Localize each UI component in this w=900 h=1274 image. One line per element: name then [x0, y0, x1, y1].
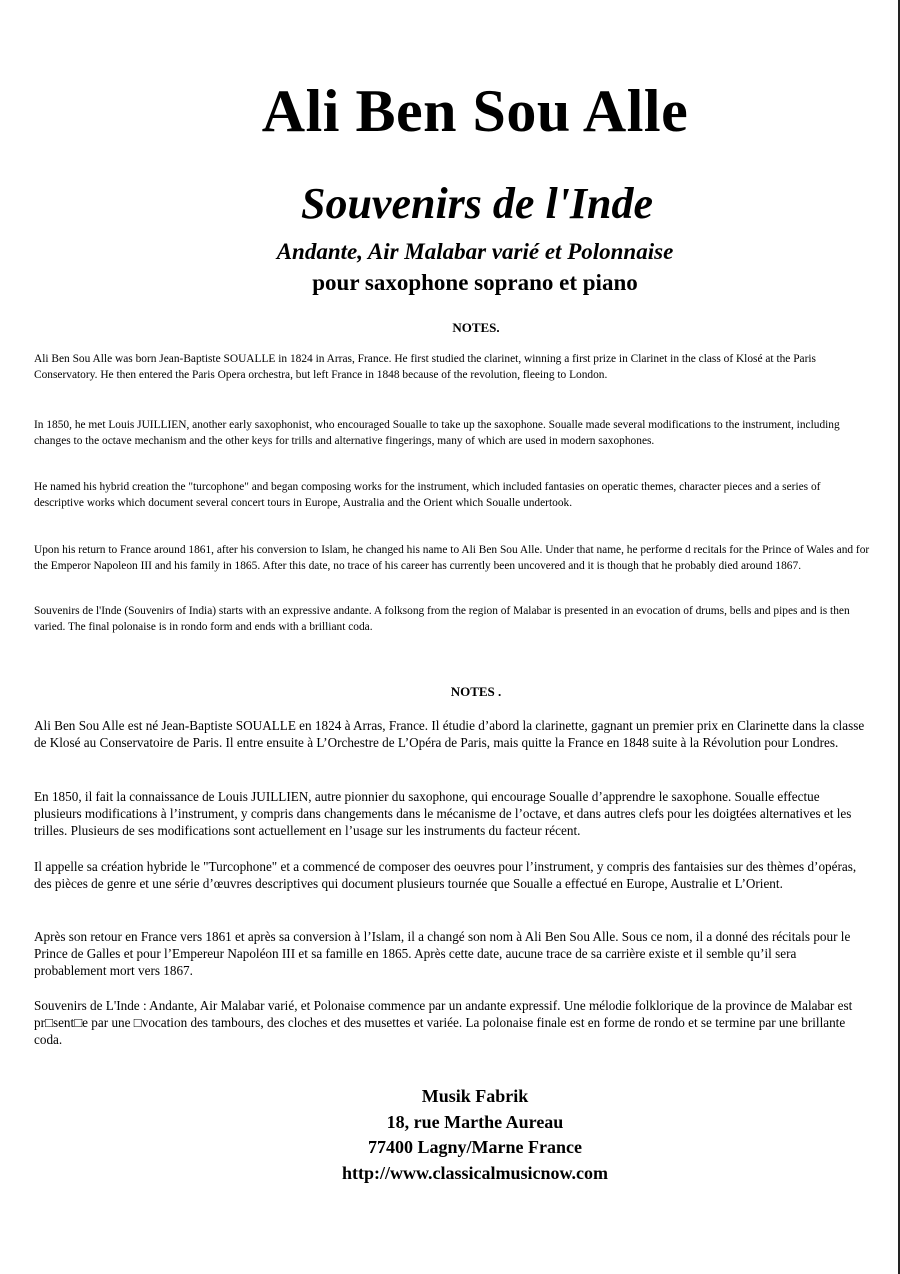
paragraph-text: Après son retour en France vers 1861 et après sa conversion à l’Islam, il a changé son nom à Ali Ben Sou Alle. Sous ce nom, il a donné des récitals pour le Prince de Galles et pour l’Empereur Napoléon III et sa famille en 1865. Après cette date, aucune trace de sa carrière existe et il semble qu’il sera probablement mort vers 1867.	[34, 929, 851, 979]
english-notes-heading: NOTES.	[452, 320, 500, 335]
publisher-website[interactable]: http://www.classicalmusicnow.com	[341, 1162, 608, 1183]
paragraph-text: Il appelle sa création hybride le "Turcophone" et a commencé de composer des oeuvres pour l’instrument, y compris des fantaisies sur des thèmes d’opéras, des pièces de genre et une série d’œuvres descriptives qui document plusieurs tournée que Soualle a effectué en Europe, Australie et L’Orient.	[34, 859, 857, 892]
french-paragraph	[34, 717, 870, 751]
paragraph-text: Souvenirs de l'Inde (Souvenirs of India) starts with an expressive andante. A folksong from the region of Malabar is presented in an evocation of drums, bells and pipes and is then varied. The final polonaise is in rondo form and ends with a brilliant coda.	[34, 605, 850, 633]
composer-name: Ali Ben Sou Alle	[261, 78, 689, 144]
english-paragraph	[34, 418, 870, 449]
instrumentation: pour saxophone soprano et piano	[312, 270, 638, 295]
english-paragraph	[34, 480, 870, 511]
paragraph-text: Souvenirs de L'Inde : Andante, Air Malabar varié, et Polonaise commence par un andante expressif. Une mélodie folklorique de la province de Malabar est pr□sent□e par une □vocation des tambours, des cloches et des musettes et variée. La polonaise finale est en forme de rondo et se termine par une brillante coda.	[34, 998, 853, 1048]
french-paragraph	[34, 788, 870, 840]
publisher-name: Musik Fabrik	[421, 1086, 529, 1106]
work-subtitle: Andante, Air Malabar varié et Polonnaise	[276, 239, 674, 264]
paragraph-text: Ali Ben Sou Alle was born Jean-Baptiste SOUALLE in 1824 in Arras, France. He first studied the clarinet, winning a first prize in Clarinet in the class of Klosé at the Paris Conservatory. He then entered the Paris Opera orchestra, but left France in 1848 because of the revolution, fleeing to London.	[34, 353, 816, 381]
paragraph-text: Ali Ben Sou Alle est né Jean-Baptiste SOUALLE en 1824 à Arras, France. Il étudie d’abord la clarinette, gagnant un premier prix en Clarinette dans la classe de Klosé au Conservatoire de Paris. Il entre ensuite à L’Orchestre de L’Opéra de Paris, mais quitte la France en 1848 suite à la Révolution pour Londres.	[34, 718, 865, 751]
english-paragraph	[34, 543, 870, 574]
paragraph-text: In 1850, he met Louis JUILLIEN, another early saxophonist, who encouraged Soualle to take up the saxophone. Soualle made several modifications to the instrument, including changes to the octave mechanism and the other keys for trills and alternative fingerings, many of which are used in modern saxophones.	[34, 419, 840, 447]
english-paragraph	[34, 604, 870, 635]
publisher-city: 77400 Lagny/Marne France	[368, 1137, 582, 1157]
paragraph-text: En 1850, il fait la connaissance de Louis JUILLIEN, autre pionnier du saxophone, qui encourage Soualle d’apprendre le saxophone. Soualle effectue plusieurs modifications à l’instrument, y compris dans changements dans le mécanisme de l’octave, et dans autres clefs pour les doigtées alternatives et les trilles. Plusieurs de ses modifications sont actuellement en l’usage sur les instruments du facteur récent.	[34, 789, 852, 839]
french-paragraph	[34, 928, 870, 980]
paragraph-text: Upon his return to France around 1861, after his conversion to Islam, he changed his name to Ali Ben Sou Alle. Under that name, he performe d recitals for the Prince of Wales and for the Emperor Napoleon III and his family in 1865. After this date, no trace of his career has currently been uncovered and it is though that he probably died around 1867.	[34, 544, 870, 572]
publisher-street: 18, rue Marthe Aureau	[386, 1111, 564, 1132]
paragraph-text: He named his hybrid creation the "turcophone" and began composing works for the instrument, which included fantasies on operatic themes, character pieces and a series of descriptive works which document several concert tours in Europe, Australia and the Orient which Soualle undertook.	[34, 481, 821, 509]
publisher-block	[25, 1084, 900, 1186]
work-title: Souvenirs de l'Inde	[300, 179, 654, 228]
french-paragraph	[34, 858, 870, 892]
french-paragraph	[34, 997, 870, 1049]
french-notes-heading: NOTES .	[450, 684, 502, 699]
english-paragraph	[34, 352, 870, 383]
